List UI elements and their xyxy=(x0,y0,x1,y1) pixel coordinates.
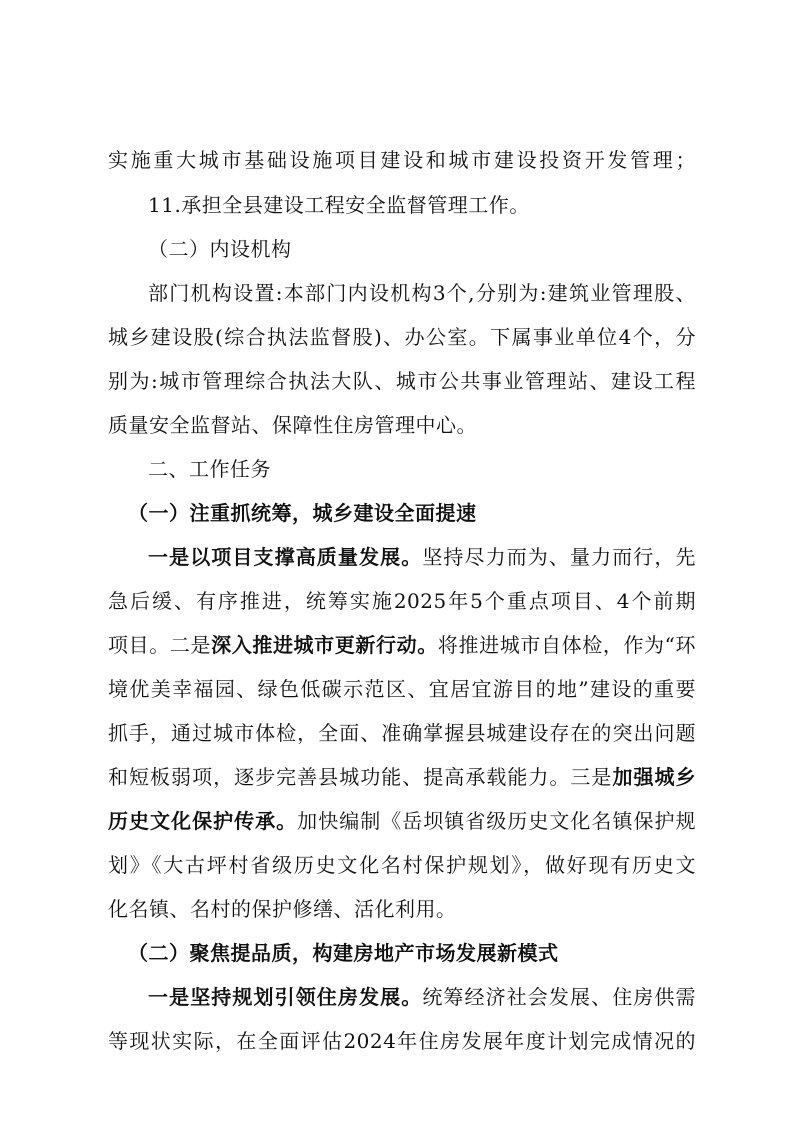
section-subheading: （二）聚焦提品质，构建房地产市场发展新模式 xyxy=(128,941,559,965)
paragraph-line: 划》《大古坪村省级历史文化名村保护规划》，做好现有历史文 xyxy=(108,853,696,877)
paragraph-line xyxy=(108,631,696,659)
paragraph-line: 别为:城市管理综合执法大队、城市公共事业管理站、建设工程 xyxy=(108,369,696,393)
section-subheading: （一）注重抓统筹，城乡建设全面提速 xyxy=(128,501,477,525)
bold-lead: 历史文化保护传承。 xyxy=(108,809,298,833)
paragraph-line: 11.承担全县建设工程安全监督管理工作。 xyxy=(148,193,530,217)
body-text: 加快编制《岳坝镇省级历史文化名镇保护规 xyxy=(297,809,697,833)
bold-lead: 深入推进城市更新行动。 xyxy=(211,633,438,657)
bold-lead: 加强城乡 xyxy=(612,765,697,789)
body-text: 将推进城市自体检，作为“环 xyxy=(437,633,697,657)
paragraph-line: 抓手，通过城市体检，全面、准确掌握县城建设存在的突出问题 xyxy=(108,721,696,745)
bold-lead: 一是坚持规划引领住房发展。 xyxy=(148,985,423,1009)
body-text: 统筹经济社会发展、住房供需 xyxy=(422,985,697,1009)
paragraph-line xyxy=(108,763,696,791)
section-heading: 二、工作任务 xyxy=(148,457,271,481)
paragraph-line: 实施重大城市基础设施项目建设和城市建设投资开发管理； xyxy=(108,148,696,172)
paragraph-line: 城乡建设股(综合执法监督股)、办公室。下属事业单位4个，分 xyxy=(108,325,696,349)
paragraph-line: 境优美幸福园、绿色低碳示范区、宜居宜游目的地”建设的重要 xyxy=(108,677,696,701)
paragraph-line xyxy=(108,807,696,835)
body-text: 项目。二是 xyxy=(108,633,212,657)
body-text: 坚持尽力而为、量力而行，先 xyxy=(422,545,697,569)
paragraph-line: 部门机构设置:本部门内设机构3个,分别为:建筑业管理股、 xyxy=(148,281,696,305)
bold-lead: 一是以项目支撑高质量发展。 xyxy=(148,545,423,569)
body-text: 和短板弱项，逐步完善县城功能、提高承载能力。三是 xyxy=(108,765,613,789)
paragraph-line: 急后缓、有序推进，统筹实施2025年5个重点项目、4个前期 xyxy=(108,589,696,613)
paragraph-line: 等现状实际，在全面评估2024年住房发展年度计划完成情况的 xyxy=(108,1029,696,1053)
paragraph-line: 化名镇、名村的保护修缮、活化利用。 xyxy=(108,897,457,921)
paragraph-line xyxy=(148,543,696,571)
paragraph-line xyxy=(148,983,696,1011)
section-subheading: （二）内设机构 xyxy=(148,237,292,261)
paragraph-line: 质量安全监督站、保障性住房管理中心。 xyxy=(108,413,477,437)
